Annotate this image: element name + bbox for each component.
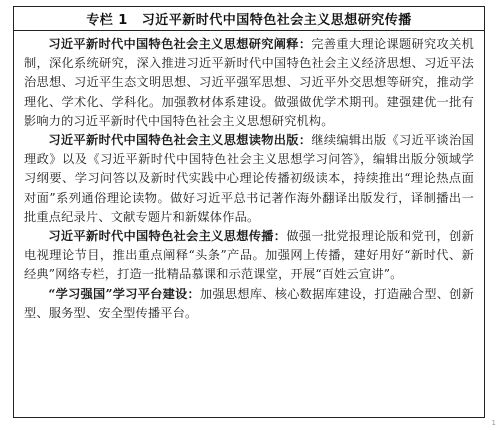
- column-box: [13, 6, 485, 418]
- paragraph-publishing: [24, 131, 474, 227]
- paragraph-dissemination: [24, 227, 474, 285]
- paragraph-body: 加强思想库、核心数据库建设，打造融合型、创新型、服务型、安全型传播平台。: [24, 286, 475, 320]
- paragraph-platform: [24, 285, 474, 323]
- column-title: 习近平新时代中国特色社会主义思想研究传播: [141, 13, 412, 28]
- paragraph-research: [24, 35, 474, 131]
- paragraph-heading: “学习强国”学习平台建设：: [48, 286, 200, 301]
- page-mark: 1: [491, 419, 496, 427]
- paragraph-body: 继续编辑出版《习近平谈治国理政》以及《习近平新时代中国特色社会主义思想学习问答》，编辑出版分领域学习纲要、学习问答以及新时代实践中心理论传播初级读本，持续推出“理论热点面对面”系列通俗理论读物。做好习近平总书记著作海外翻译出版发行，译制播出一批重点纪录片、文献专题片和新媒体作品。: [24, 133, 474, 224]
- paragraph-body: 做强一批党报理论版和党刊，创新电视理论节目，推出重点阐释“头条”产品。加强网上传播，建好用好“新时代、新经典”网络专栏，打造一批精品慕课和示范课堂，开展“百姓云宣讲”。: [24, 229, 475, 282]
- column-title-bar: [14, 7, 484, 31]
- paragraph-heading: 习近平新时代中国特色社会主义思想读物出版：: [48, 133, 312, 148]
- paragraph-heading: 习近平新时代中国特色社会主义思想研究阐释：: [48, 37, 312, 51]
- paragraph-heading: 习近平新时代中国特色社会主义思想传播：: [48, 229, 287, 244]
- column-label: 专栏 1: [86, 13, 128, 28]
- column-content: [14, 31, 484, 323]
- paragraph-body: 完善重大理论课题研究攻关机制，深化系统研究，深入推进习近平新时代中国特色社会主义经济思想、习近平法治思想、习近平生态文明思想、习近平强军思想、习近平外交思想等研究，推动学理化、学术化、学科化。加强教材体系建设。做强做优学术期刊。建强建优一批有影响力的习近平新时代中国特色社会主义思想研究机构。: [24, 37, 474, 128]
